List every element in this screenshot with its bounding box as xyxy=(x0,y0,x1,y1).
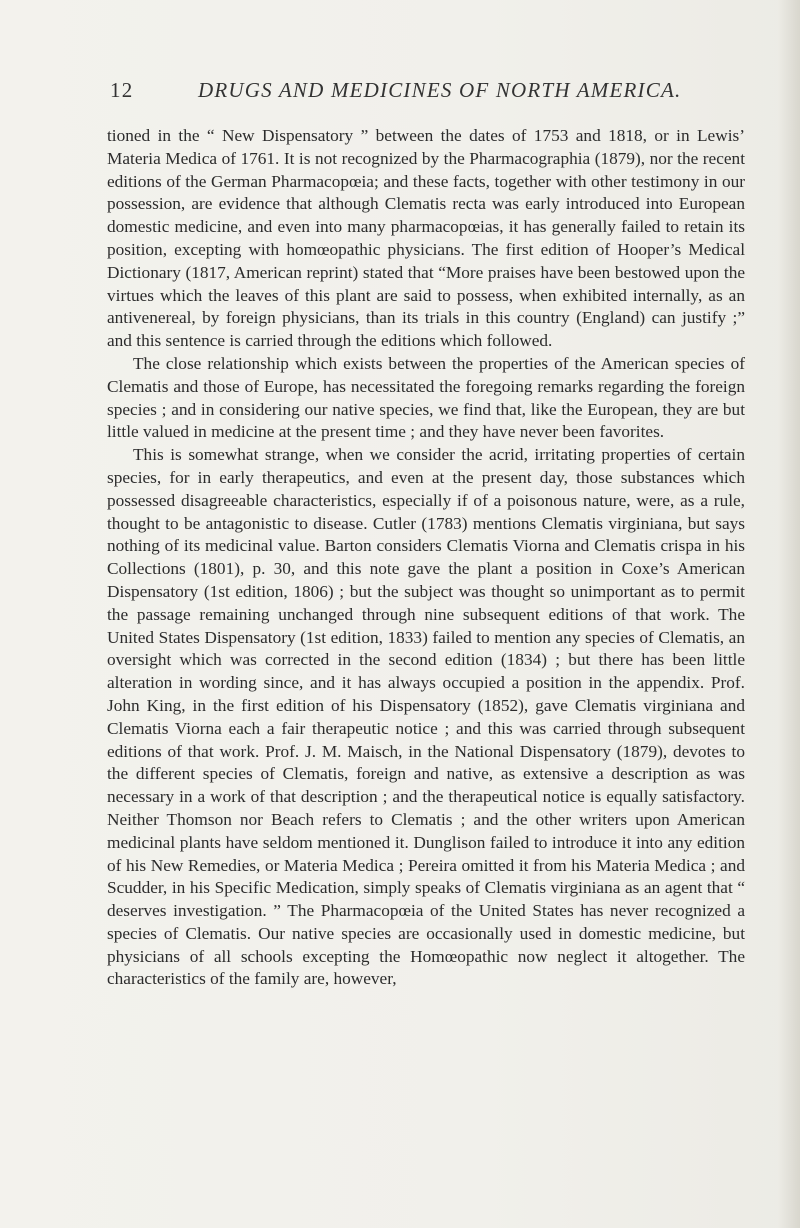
running-head xyxy=(110,78,750,108)
paragraph-continuation: tioned in the “ New Dispensatory ” between the dates of 1753 and 1818, or in Lewis’ Materia Medica of 1761. It is not recognized by the Pharmacographia (1879), nor the recent editions of the German Pharmacopœia; and these facts, together with other testimony in our possession, are evidence that although Clematis recta was early introduced into European domestic medicine, and even into many pharmacopœias, it has generally failed to retain its position, excepting with homœopathic physicians. The first edition of Hooper’s Medical Dictionary (1817, American reprint) stated that “More praises have been bestowed upon the virtues which the leaves of this plant are said to possess, when exhibited internally, as an antivenereal, by foreign physicians, than its trials in this country (England) can justify ;” and this sentence is carried through the editions which followed. xyxy=(107,126,745,351)
page-number: 12 xyxy=(110,78,134,102)
running-title: DRUGS AND MEDICINES OF NORTH AMERICA. xyxy=(198,78,682,102)
body-text xyxy=(107,125,745,991)
page-edge-shadow xyxy=(778,0,800,1228)
paragraph-relationship: The close relationship which exists between the properties of the American species of Clematis and those of Europe, has necessitated the foregoing remarks regarding the foreign species ; and in considering our native species, we find that, like the European, they are but little valued in medicine at the present time ; and they have never been favorites. xyxy=(107,353,745,442)
paragraph-history: This is somewhat strange, when we consider the acrid, irritating properties of certain species, for in early therapeutics, and even at the present day, those substances which possessed disagreeable characteristics, especially if of a poisonous nature, were, as a rule, thought to be antagonistic to disease. Cutler (1783) mentions Clematis virginiana, but says nothing of its medicinal value. Barton considers Clematis Viorna and Clematis crispa in his Collections (1801), p. 30, and this note gave the plant a position in Coxe’s American Dispensatory (1st edition, 1806) ; but the subject was thought so unimportant as to permit the passage remaining unchanged through nine subsequent editions of that work. The United States Dispensatory (1st edition, 1833) failed to mention any species of Clematis, an oversight which was corrected in the second edition (1834) ; but there has been little alteration in wording since, and it has always occupied a position in the appendix. Prof. John King, in the first edition of his Dispensatory (1852), gave Clematis virginiana and Clematis Viorna each a fair therapeutic notice ; and this was carried through subsequent editions of that work. Prof. J. M. Maisch, in the National Dispensatory (1879), devotes to the different species of Clematis, foreign and native, as extensive a description as was necessary in a work of that description ; and the therapeutical notice is equally satisfactory. Neither Thomson nor Beach refers to Clematis ; and the other writers upon American medicinal plants have seldom mentioned it. Dunglison failed to introduce it into any edition of his New Remedies, or Materia Medica ; Pereira omitted it from his Materia Medica ; and Scudder, in his Specific Medication, simply speaks of Clematis virginiana as an agent that “ deserves investigation. ” The Pharmacopœia of the United States has never recognized a species of Clematis. Our native species are occasionally used in domestic medicine, but physicians of all schools excepting the Homœopathic now neglect it altogether. The characteristics of the family are, however, xyxy=(107,445,745,989)
